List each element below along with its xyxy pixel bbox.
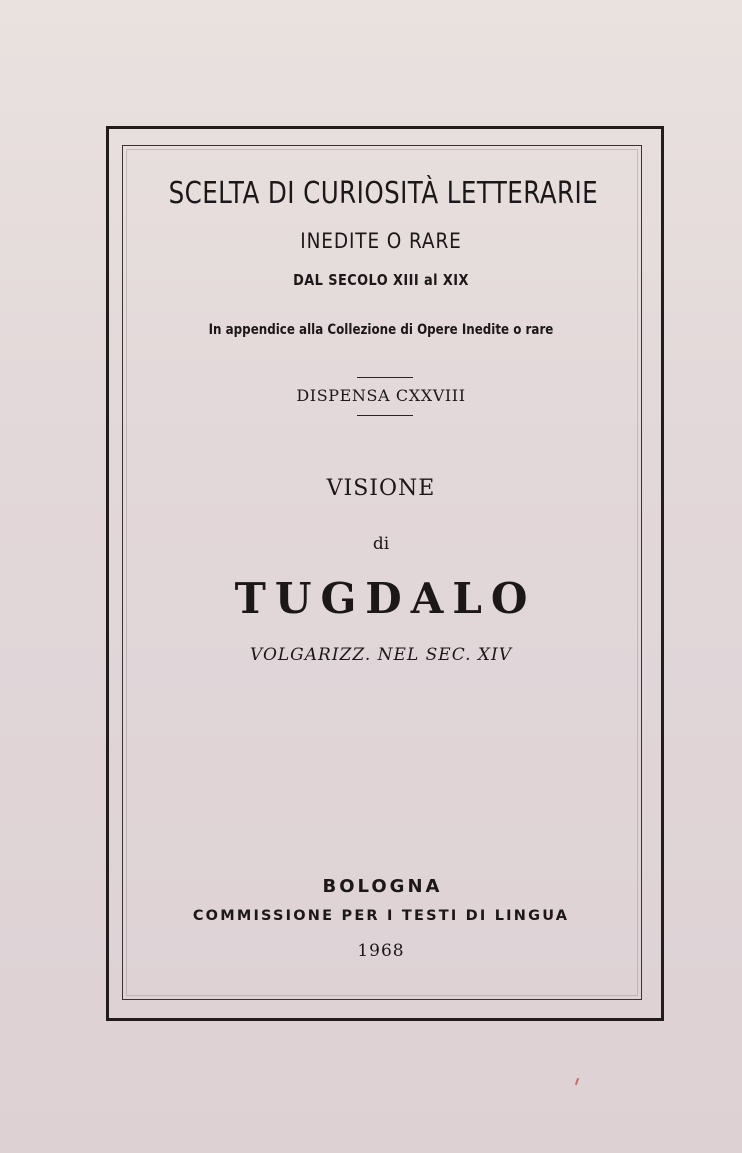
dispensa-number: DISPENSA CXXVIII: [296, 386, 466, 405]
series-subtitle: INEDITE O RARE: [300, 229, 462, 253]
centuries-range: DAL SECOLO XIII al XIX: [293, 271, 469, 289]
work-connector: di: [372, 534, 390, 554]
divider-rule-top: [357, 377, 413, 378]
translation-note: VOLGARIZZ. NEL SEC. XIV: [249, 645, 513, 665]
paper-speck: [575, 1078, 579, 1085]
series-title: SCELTA DI CURIOSITÀ LETTERARIE: [168, 176, 599, 211]
divider-rule-bottom: [357, 415, 413, 416]
appendix-note: In appendice alla Collezione di Opere Inedite o rare: [208, 322, 554, 338]
publication-year: 1968: [357, 941, 405, 961]
work-prefix: VISIONE: [326, 476, 436, 501]
publisher-name: COMMISSIONE PER I TESTI DI LINGUA: [192, 908, 570, 924]
work-title: TUGDALO: [234, 574, 537, 623]
publication-city: BOLOGNA: [322, 876, 443, 897]
